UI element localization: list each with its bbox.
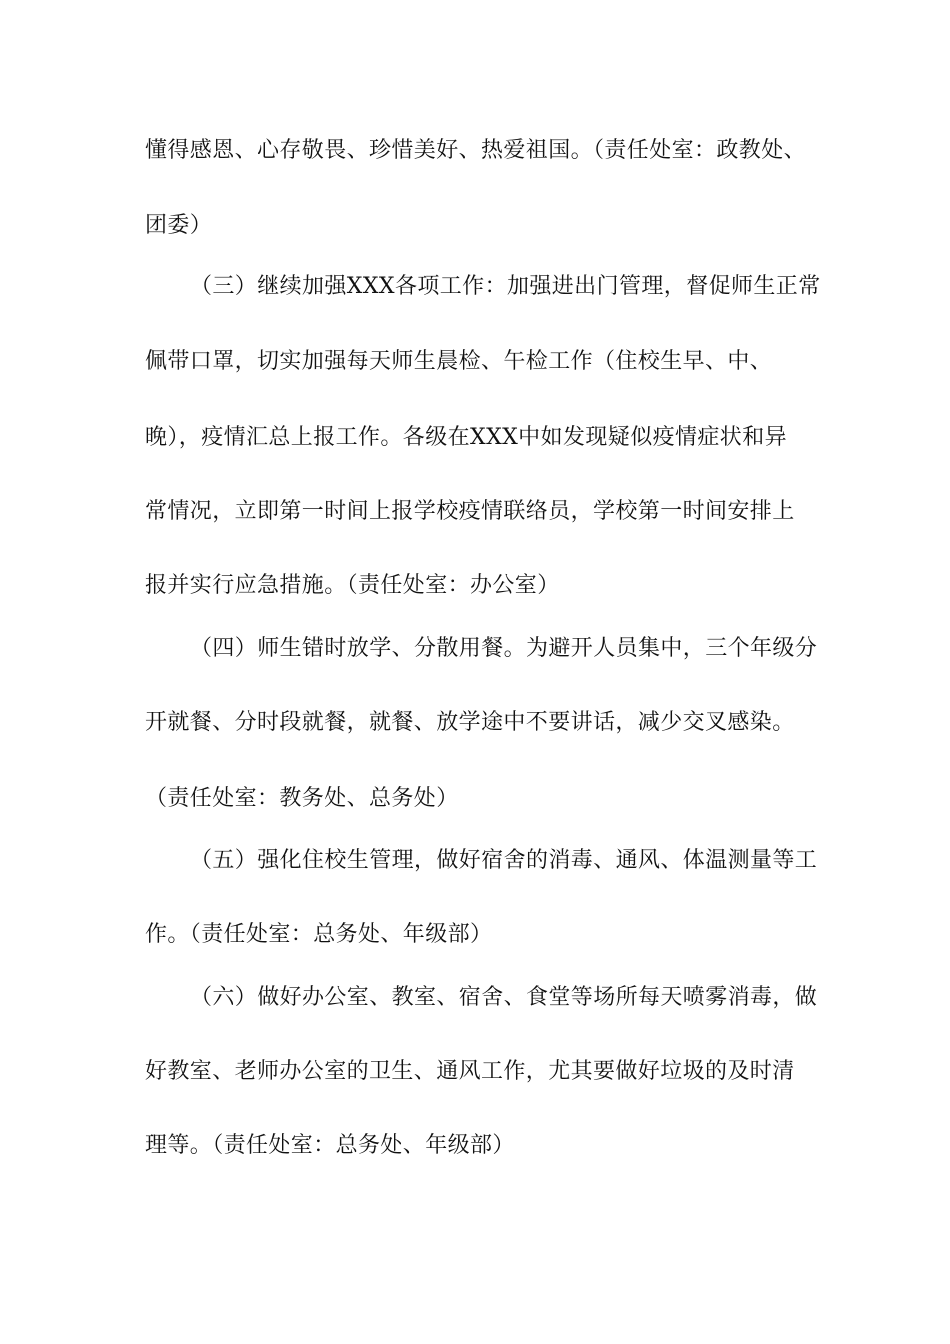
paragraph-6-line-3: 理等。（责任处室：总务处、年级部） bbox=[145, 1133, 515, 1158]
paragraph-4-line-3: （责任处室：教务处、总务处） bbox=[145, 786, 459, 811]
paragraph-3-line-2: 佩带口罩，切实加强每天师生晨检、午检工作（住校生早、中、 bbox=[145, 349, 773, 374]
paragraph-3-line-1: （三）继续加强XXX各项工作：加强进出门管理，督促师生正常 bbox=[190, 274, 821, 299]
paragraph-5-line-2: 作。（责任处室：总务处、年级部） bbox=[145, 922, 493, 947]
text-line-continuation: 懂得感恩、心存敬畏、珍惜美好、热爱祖国。（责任处室：政教处、 bbox=[145, 138, 807, 163]
paragraph-4-line-2: 开就餐、分时段就餐，就餐、放学途中不要讲话，减少交叉感染。 bbox=[145, 710, 795, 735]
paragraph-3-line-5: 报并实行应急措施。（责任处室：办公室） bbox=[145, 573, 560, 598]
paragraph-6-line-2: 好教室、老师办公室的卫生、通风工作，尤其要做好垃圾的及时清 bbox=[145, 1059, 795, 1084]
text-line-continuation: 团委） bbox=[145, 213, 213, 238]
paragraph-3-line-3: 晚），疫情汇总上报工作。各级在XXX中如发现疑似疫情症状和异 bbox=[145, 425, 787, 450]
paragraph-3-line-4: 常情况，立即第一时间上报学校疫情联络员，学校第一时间安排上 bbox=[145, 499, 795, 524]
paragraph-5-line-1: （五）强化住校生管理，做好宿舍的消毒、通风、体温测量等工 bbox=[190, 848, 818, 873]
paragraph-6-line-1: （六）做好办公室、教室、宿舍、食堂等场所每天喷雾消毒，做 bbox=[190, 985, 818, 1010]
paragraph-4-line-1: （四）师生错时放学、分散用餐。为避开人员集中，三个年级分 bbox=[190, 636, 818, 661]
